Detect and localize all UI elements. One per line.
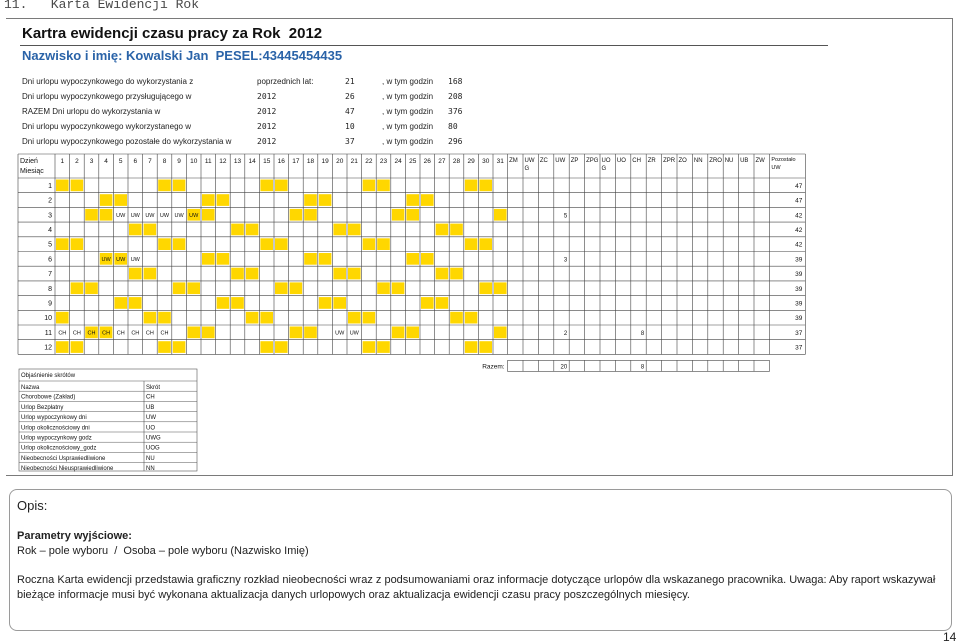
absence-mark: CH (87, 330, 96, 337)
day-header: 21 (350, 158, 358, 165)
remaining-value: 37 (795, 329, 803, 337)
day-header: 16 (277, 158, 285, 165)
day-header: 12 (219, 158, 227, 165)
day-header: 24 (394, 158, 402, 165)
month-label: 2 (48, 197, 52, 205)
code-header: UB (740, 158, 749, 164)
leave-row-hours-label: , w tym godzin (382, 137, 434, 146)
remaining-value: 47 (795, 197, 803, 205)
day-header: 20 (336, 158, 344, 165)
day-header: 23 (379, 158, 388, 165)
month-label: 1 (48, 182, 52, 190)
remaining-value: 42 (795, 241, 803, 249)
code-header: UO (601, 158, 611, 164)
grid-corner-day: Dzień (20, 158, 38, 165)
absence-mark: UW (130, 212, 140, 219)
day-header: 14 (248, 158, 256, 165)
legend-row-name: Urlop wypoczynkowy dni (21, 415, 87, 422)
day-header: 4 (104, 158, 108, 165)
leave-row-year: 2012 (257, 107, 277, 116)
code-count: 5 (563, 213, 568, 220)
code-header: ZPG (586, 158, 599, 164)
absence-mark: UW (335, 330, 345, 337)
leave-row-hours: 208 (448, 92, 463, 101)
absence-mark: CH (131, 330, 140, 337)
leave-row-days: 26 (345, 92, 355, 101)
legend-title: Objaśnienie skrótów (21, 373, 76, 379)
leave-row-days: 10 (345, 122, 355, 131)
absence-mark: UW (145, 212, 155, 219)
remaining-value: 39 (795, 315, 803, 323)
day-header: 18 (306, 158, 315, 165)
absence-mark: UW (101, 256, 111, 263)
absence-mark: CH (160, 330, 169, 337)
code-header: NN (693, 158, 703, 164)
leave-row-year: 2012 (257, 122, 277, 131)
remaining-value: 39 (795, 285, 803, 293)
code-count: 3 (563, 257, 568, 264)
absence-mark: CH (58, 330, 67, 337)
description-panel (9, 489, 952, 631)
code-header: G (524, 166, 530, 172)
code-header: ZR (647, 158, 656, 164)
remaining-value: 39 (795, 271, 803, 279)
month-label: 3 (48, 212, 52, 220)
remaining-value: 39 (795, 300, 803, 308)
day-header: 27 (438, 158, 446, 165)
legend-row-abbr: CH (146, 394, 155, 401)
legend-row-name: Urlop okolicznościowy_godz (21, 445, 97, 452)
total-count: 8 (640, 364, 645, 371)
leave-row-hours-label: , w tym godzin (382, 92, 434, 101)
code-header: ZPR (663, 158, 676, 164)
day-header: 29 (467, 158, 475, 165)
leave-row-label: Dni urlopu wypoczynkowego przysługującego w (22, 92, 192, 101)
code-header: UO (616, 158, 626, 164)
absence-mark: CH (145, 330, 154, 337)
day-header: 2 (75, 158, 79, 165)
remaining-value: 47 (795, 182, 803, 190)
day-header: 19 (321, 158, 329, 165)
code-header: ZW (755, 158, 765, 164)
code-header: CH (632, 158, 641, 164)
code-count: 8 (640, 330, 645, 337)
legend-row-name: Urlop wypoczynkowy godz (21, 435, 92, 442)
absence-mark: UW (116, 212, 126, 219)
absence-mark: UW (159, 212, 170, 219)
day-header: 10 (190, 158, 198, 165)
remaining-value: 39 (795, 256, 803, 264)
month-label: 6 (48, 256, 52, 264)
leave-row-hours-label: , w tym godzin (382, 122, 434, 131)
legend-row-name: Nieobecności Usprawiedliwione (21, 455, 106, 462)
code-header: G (601, 166, 607, 172)
legend-row-abbr: UB (146, 404, 155, 411)
day-header: 5 (118, 158, 123, 165)
total-label: Razem: (482, 363, 505, 371)
leave-row-label: Dni urlopu wypoczynkowego wykorzystanego w (22, 122, 191, 131)
code-header: NU (724, 158, 734, 164)
absence-mark: CH (72, 330, 81, 337)
legend-row-abbr: NN (146, 466, 155, 473)
leave-row-year: 2012 (257, 92, 277, 101)
leave-row-year: poprzednich lat: (257, 77, 314, 86)
month-label: 7 (48, 271, 52, 279)
day-header: 17 (292, 158, 300, 165)
code-header: ZO (678, 158, 687, 164)
absence-mark: UW (130, 256, 140, 263)
description-label: Opis: (17, 498, 48, 513)
legend-row-abbr: NU (146, 455, 155, 462)
day-header: 31 (496, 158, 504, 165)
day-header: 30 (482, 158, 490, 165)
legend-col-name: Nazwa (21, 385, 40, 391)
remaining-header: UW (771, 165, 781, 171)
leave-row-hours: 376 (448, 107, 463, 116)
description-text: Roczna Karta ewidencji przedstawia graficzny rozkład nieobecności wraz z podsumowaniami oraz informacje dotyczące urlopów dla wskazanego pracownika. Uwaga: Aby raport wskazywał bieżące informacje musi być wykonana aktualizacja danych urlopowych oraz aktualizacja ewidencji czasu pracy poszczególnych miesięcy. (17, 574, 936, 601)
day-header: 15 (263, 158, 271, 165)
absence-mark: UW (116, 256, 126, 263)
output-params-body: Rok – pole wyboru / Osoba – pole wyboru (Nazwisko Imię) (17, 545, 309, 557)
code-header: UW (524, 158, 535, 164)
day-header: 13 (233, 158, 242, 165)
leave-row-label: Dni urlopu wypoczynkowego do wykorzystania z (22, 77, 194, 86)
day-header: 7 (148, 158, 152, 165)
day-header: 28 (452, 158, 461, 165)
leave-row-year: 2012 (257, 137, 277, 146)
section-heading: 11. Karta Ewidencji Rok (4, 0, 200, 12)
remaining-value: 42 (795, 212, 803, 220)
legend-row-name: Urlop Bezpłatny (21, 404, 64, 411)
remaining-value: 42 (795, 226, 803, 234)
employee-name-line: Nazwisko i imię: Kowalski Jan PESEL:43445454435 (22, 48, 343, 63)
code-header: ZC (539, 158, 548, 164)
month-label: 5 (48, 241, 52, 249)
page-number: 14 (943, 630, 957, 644)
remaining-header: Pozostało (771, 157, 796, 163)
month-label: 12 (44, 344, 52, 352)
month-label: 8 (48, 285, 52, 293)
absence-mark: CH (102, 330, 111, 337)
code-header: ZRO (709, 158, 722, 164)
legend-row-abbr: UW (146, 415, 156, 422)
code-header: UW (555, 158, 566, 164)
absence-mark: UW (349, 330, 359, 337)
month-label: 11 (44, 329, 52, 337)
legend-col-abbr: Skrót (146, 385, 161, 391)
grid-corner-month: Miesiąc (20, 168, 44, 175)
code-header: ZP (570, 158, 579, 164)
legend-row-abbr: UOG (146, 445, 160, 452)
leave-row-days: 37 (345, 137, 355, 146)
leave-row-hours: 296 (448, 137, 463, 146)
total-count: 20 (560, 364, 568, 371)
legend-row-abbr: UO (146, 425, 155, 432)
output-params-title: Parametry wyjściowe: (17, 530, 132, 542)
leave-row-label: RAZEM Dni urlopu do wykorzystania w (22, 107, 161, 116)
report-title: Kartra ewidencji czasu pracy za Rok 2012 (22, 25, 323, 42)
month-label: 10 (44, 315, 52, 323)
legend-row-name: Urlop okolicznościowy dni (21, 425, 90, 432)
leave-row-hours: 80 (448, 122, 458, 131)
day-header: 8 (162, 158, 167, 165)
legend-row-abbr: UWG (146, 435, 161, 442)
day-header: 25 (409, 158, 417, 165)
legend-row-name: Chorobowe (Zakład) (21, 394, 76, 401)
day-header: 22 (365, 158, 373, 165)
leave-row-days: 21 (345, 77, 355, 86)
leave-row-hours-label: , w tym godzin (382, 77, 434, 86)
absence-mark: UW (174, 212, 184, 219)
remaining-value: 37 (795, 344, 803, 352)
leave-row-hours-label: , w tym godzin (382, 107, 434, 116)
absence-mark: UW (189, 212, 199, 219)
day-header: 26 (423, 158, 431, 165)
day-header: 9 (177, 158, 181, 165)
code-count: 2 (563, 330, 568, 337)
legend-row-name: Nieobecności Nieusprawiedliwione (21, 466, 114, 473)
day-header: 3 (89, 158, 94, 165)
month-label: 4 (48, 226, 52, 234)
day-header: 11 (204, 158, 212, 165)
day-header: 1 (60, 158, 65, 165)
leave-row-hours: 168 (448, 77, 463, 86)
leave-row-days: 47 (345, 107, 355, 116)
absence-mark: CH (116, 330, 125, 337)
month-label: 9 (48, 300, 52, 308)
leave-row-label: Dni urlopu wypoczynkowego pozostałe do wykorzystania w (22, 137, 232, 146)
code-header: ZM (509, 158, 518, 164)
day-header: 6 (133, 158, 138, 165)
